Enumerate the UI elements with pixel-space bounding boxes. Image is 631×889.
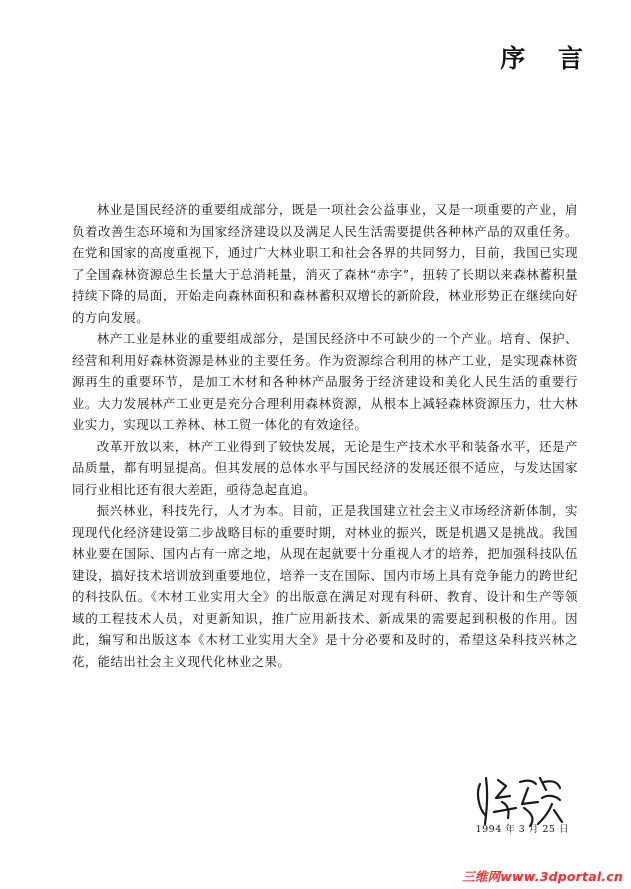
paragraph: 振兴林业，科技先行，人才为本。目前，正是我国建立社会主义市场经济新体制，实现现代化经济建设第二步战略目标的重要时期，对林业的振兴，既是机遇又是挑战。我国林业要在国际、国内占有一席之地，从现在起就要十分重视人才的培养，把加强科技队伍建设，搞好技术培训放到重要地位，培养一支在国际、国内市场上具有竞争能力的跨世纪的科技队伍。《木材工业实用大全》的出版意在满足对现有科研、教育、设计和生产等领域的工程技术人员，对更新知识，推广应用新技术、新成果的需要起到积极的作用。因此，编写和出版这本《木材工业实用大全》是十分必要和及时的，希望这朵科技兴林之花，能结出社会主义现代化林业之果。 xyxy=(72,503,578,669)
paragraph: 林业是国民经济的重要组成部分，既是一项社会公益事业，又是一项重要的产业，肩负着改善生态环境和为国家经济建设以及满足人民生活需要提供各种林产品的双重任务。在党和国家的高度重视下，通过广大林业职工和社会各界的共同努力，目前，我国已实现了全国森林资源总生长量大于总消耗量，消灭了森林“赤字”，扭转了长期以来森林蓄积量持续下降的局面，开始走向森林面积和森林蓄积双增长的新阶段，林业形势正在继续向好的方向发展。 xyxy=(72,202,578,325)
page-title: 序 言 xyxy=(500,44,595,73)
handwritten-signature xyxy=(472,768,572,828)
watermark: 三维网www.3dportal.cn xyxy=(462,869,623,884)
paragraph: 林产工业是林业的重要组成部分，是国民经济中不可缺少的一个产业。培育、保护、经营和利用好森林资源是林业的主要任务。作为资源综合利用的林产工业，是实现森林资源再生的重要环节，是加工木材和各种林产品服务于经济建设和美化人民生活的重要行业。大力发展林产工业更是充分合理利用森林资源，从根本上减轻森林资源压力，壮大林业实力，实现以工养林、林工贸一体化的有效途径。 xyxy=(72,331,578,432)
preface-body xyxy=(72,199,578,672)
paragraph: 改革开放以来，林产工业得到了较快发展，无论是生产技术水平和装备水平，还是产品质量，都有明显提高。但其发展的总体水平与国民经济的发展还很不适应，与发达国家同行业相比还有很大差距，亟待急起直追。 xyxy=(72,438,578,497)
date: 1994 年 3 月 25 日 xyxy=(475,824,569,835)
